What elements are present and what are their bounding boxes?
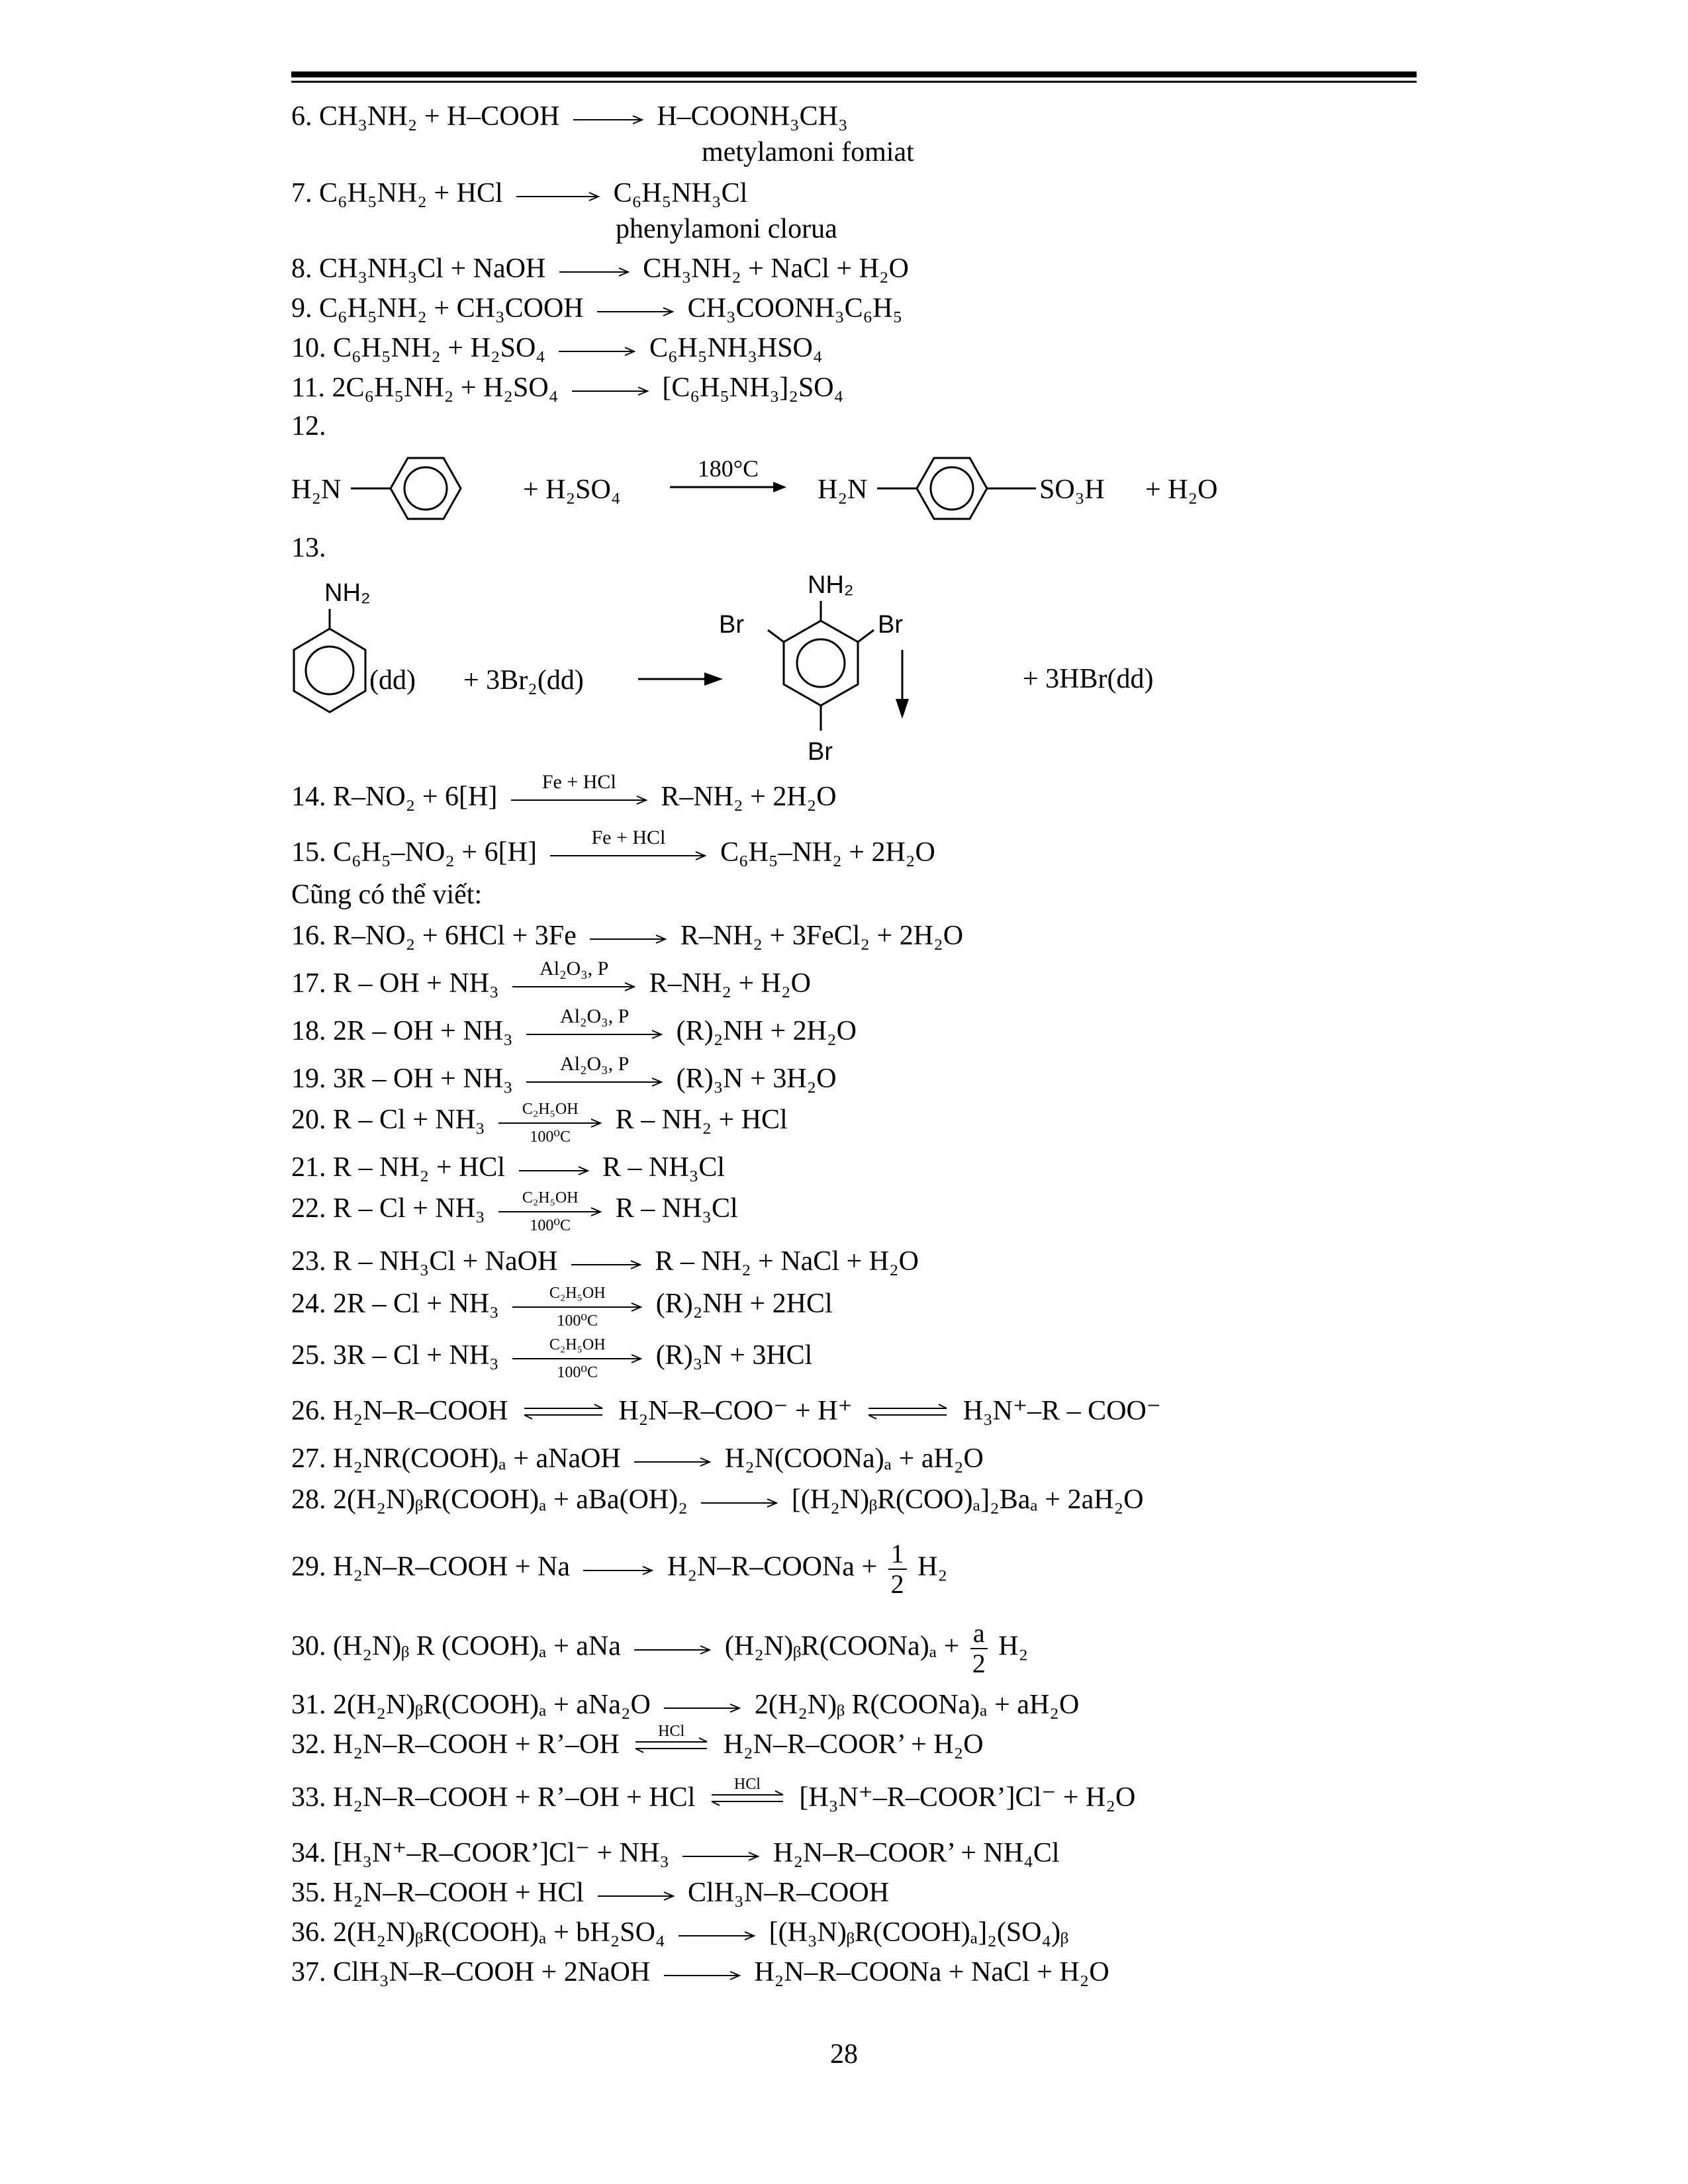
reactants: H₂N–R–COOH + HCl <box>333 1878 585 1908</box>
reaction-arrow <box>497 1101 603 1146</box>
reaction-24 <box>291 1285 833 1330</box>
reaction-number: 21. <box>291 1152 326 1183</box>
reaction-number: 17. <box>291 968 326 999</box>
reaction-number: 25. <box>291 1340 326 1371</box>
reaction-22 <box>291 1189 738 1234</box>
reaction-12-number: 12. <box>291 411 326 441</box>
reaction-condition: HCl <box>658 1723 685 1740</box>
reaction-21 <box>291 1150 725 1185</box>
reactants: H₂N–R–COOH + R’–OH + HCl <box>333 1782 696 1813</box>
reactants: 2R – OH + NH₃ <box>333 1016 513 1046</box>
products: C₆H₅–NH₂ + 2H₂O <box>720 837 935 868</box>
reaction-arrow <box>515 189 601 202</box>
header-rule-thin <box>291 81 1417 83</box>
products: R–NH₂ + 2H₂O <box>661 782 837 812</box>
reaction-27 <box>291 1441 984 1476</box>
products: [(H₃N)ᵦR(COOH)ₐ]₂(SO₄)ᵦ <box>769 1917 1068 1948</box>
products: R – NH₃Cl <box>602 1152 726 1183</box>
reaction-condition: C₂H₅OH <box>549 1285 606 1302</box>
reaction-34 <box>291 1836 1060 1870</box>
reaction-arrow <box>511 958 637 992</box>
equilibrium-arrow <box>632 1723 711 1753</box>
reaction-condition: Fe + HCl <box>591 827 666 848</box>
products: [C₆H₅NH₃]₂SO₄ <box>662 373 844 403</box>
reaction-12-arrow <box>669 457 788 503</box>
products: [H₃N⁺–R–COOR’]Cl⁻ + H₂O <box>799 1782 1136 1813</box>
amino-group-label: NH₂ <box>324 579 371 607</box>
products-tail: H₂ <box>998 1631 1029 1662</box>
reaction-arrow <box>663 1700 742 1713</box>
reaction-number: 35. <box>291 1878 326 1908</box>
products: (R)₂NH + 2H₂O <box>676 1016 857 1046</box>
reaction-28 <box>291 1482 1144 1517</box>
reactants: R – Cl + NH₃ <box>333 1105 485 1135</box>
amino-group-label: NH₂ <box>808 571 854 599</box>
reaction-arrow <box>511 1336 643 1381</box>
reaction-6 <box>291 99 848 134</box>
reaction-temperature: 100⁰C <box>557 1364 598 1381</box>
reaction-36 <box>291 1915 1068 1950</box>
reaction-condition: Fe + HCl <box>541 771 616 793</box>
reactants: R – NH₂ + HCl <box>333 1152 506 1183</box>
reaction-number: 24. <box>291 1289 326 1319</box>
reaction-number: 30. <box>291 1631 326 1662</box>
reaction-35 <box>291 1876 889 1910</box>
reaction-10 <box>291 331 823 365</box>
equilibrium-arrow <box>865 1404 951 1420</box>
products: 2(H₂N)ᵦ R(COONa)ₐ + aH₂O <box>754 1690 1080 1720</box>
reactants: R – Cl + NH₃ <box>333 1193 485 1224</box>
fraction-denominator: 2 <box>890 1569 904 1599</box>
products: (R)₂NH + 2HCl <box>655 1289 833 1319</box>
reaction-number: 31. <box>291 1690 326 1720</box>
reaction-number: 34. <box>291 1838 326 1868</box>
reaction-number: 33. <box>291 1782 326 1813</box>
reaction-arrow <box>518 1163 590 1176</box>
species: H₂N–R–COOH <box>333 1396 508 1426</box>
reactants: 2C₆H₅NH₂ + H₂SO₄ <box>332 373 559 403</box>
products: H₂N–R–COONa + NaCl + H₂O <box>754 1957 1109 1987</box>
fraction-numerator: a <box>970 1619 988 1649</box>
reaction-30 <box>291 1619 1028 1678</box>
reaction-arrow <box>572 112 645 125</box>
fraction <box>888 1539 907 1599</box>
reaction-condition: C₂H₅OH <box>522 1101 579 1118</box>
reaction-condition: Al₂O₃, P <box>560 1005 630 1027</box>
reaction-13-arrow <box>635 668 728 688</box>
sulfanilic-acid-structure <box>877 450 1049 536</box>
reaction-number: 20. <box>291 1105 326 1135</box>
reaction-arrow <box>497 1189 603 1234</box>
reagent: + 3Br₂(dd) <box>463 665 584 696</box>
reaction-arrow <box>700 1495 779 1508</box>
products: C₆H₅NH₃Cl <box>613 178 748 208</box>
reaction-16 <box>291 919 963 953</box>
reaction-number: 16. <box>291 921 326 951</box>
reaction-condition: HCl <box>733 1776 761 1793</box>
reaction-11 <box>291 371 843 405</box>
products: R–NH₂ + H₂O <box>649 968 811 999</box>
fraction <box>970 1619 988 1678</box>
reaction-arrow <box>525 1005 664 1040</box>
reaction-temperature: 100⁰C <box>557 1312 598 1330</box>
reactants: 2(H₂N)ᵦR(COOH)ₐ + aBa(OH)₂ <box>333 1484 688 1515</box>
reaction-number: 27. <box>291 1443 326 1474</box>
reaction-arrow <box>663 1968 742 1981</box>
reaction-number: 6. <box>291 101 312 132</box>
reaction-23 <box>291 1244 919 1279</box>
reaction-number: 15. <box>291 837 326 868</box>
reaction-7 <box>291 176 747 210</box>
reactants: R–NO₂ + 6HCl + 3Fe <box>333 921 577 951</box>
products-tail: H₂ <box>917 1551 948 1582</box>
reaction-33 <box>291 1776 1136 1815</box>
reaction-31 <box>291 1688 1079 1722</box>
reaction-number: 37. <box>291 1957 326 1987</box>
reactants: R–NO₂ + 6[H] <box>333 782 498 812</box>
note-text: Cũng có thể viết: <box>291 880 483 910</box>
reactants: H₂N–R–COOH + Na <box>333 1551 570 1582</box>
bromine-label: Br <box>878 611 903 639</box>
reaction-number: 23. <box>291 1246 326 1277</box>
reactants: C₆H₅NH₂ + HCl <box>319 178 503 208</box>
equilibrium-arrow <box>708 1776 787 1806</box>
fraction-denominator: 2 <box>972 1649 986 1678</box>
aniline-structure <box>285 609 377 728</box>
reactants: 2(H₂N)ᵦR(COOH)ₐ + aNa₂O <box>333 1690 651 1720</box>
reaction-number: 19. <box>291 1064 326 1094</box>
page-number: 28 <box>830 2039 858 2070</box>
reaction-arrow <box>549 827 708 861</box>
species: H₂N–R–COO⁻ + H⁺ <box>618 1396 853 1426</box>
product-water: + H₂O <box>1145 475 1218 505</box>
reaction-25 <box>291 1336 813 1381</box>
products: H₂N–R–COOR’ + NH₄Cl <box>773 1838 1060 1868</box>
reaction-arrow <box>677 1928 757 1941</box>
reactants: C₆H₅NH₂ + H₂SO₄ <box>333 333 545 363</box>
reaction-arrow <box>558 264 631 277</box>
reaction-number: 10. <box>291 333 326 363</box>
reaction-number: 28. <box>291 1484 326 1515</box>
reaction-arrow <box>633 1454 712 1467</box>
reaction-temperature: 100⁰C <box>530 1217 571 1234</box>
products: R – NH₃Cl <box>615 1193 738 1224</box>
products: H–COONH₃CH₃ <box>657 101 848 132</box>
reaction-number: 14. <box>291 782 326 812</box>
reactants: R – OH + NH₃ <box>333 968 499 999</box>
reaction-condition: C₂H₅OH <box>522 1189 579 1206</box>
reaction-15 <box>291 827 935 870</box>
species: H₃N⁺–R – COO⁻ <box>962 1396 1162 1426</box>
products: R – NH₂ + NaCl + H₂O <box>655 1246 919 1277</box>
reactants: CH₃NH₂ + H–COOH <box>319 101 560 132</box>
reaction-26 <box>291 1394 1161 1428</box>
reaction-number: 11. <box>291 373 325 403</box>
products: R–NH₂ + 3FeCl₂ + 2H₂O <box>680 921 964 951</box>
bromine-label: Br <box>719 611 744 639</box>
reaction-number: 36. <box>291 1917 326 1948</box>
fraction-numerator: 1 <box>888 1539 907 1570</box>
reaction-condition: Al₂O₃, P <box>560 1053 630 1075</box>
reactants: 2R – Cl + NH₃ <box>333 1289 499 1319</box>
reactants: 3R – OH + NH₃ <box>333 1064 513 1094</box>
products: R – NH₂ + HCl <box>615 1105 788 1135</box>
reactants: R – NH₃Cl + NaOH <box>333 1246 558 1277</box>
product: + 3HBr(dd) <box>1023 664 1154 694</box>
reaction-32 <box>291 1723 984 1762</box>
products: CH₃COONH₃C₆H₅ <box>687 293 903 324</box>
reagent: + H₂SO₄ <box>523 475 621 505</box>
reaction-arrow <box>525 1053 664 1087</box>
reaction-arrow <box>596 1888 676 1901</box>
reaction-arrow <box>557 343 637 357</box>
products: (R)₃N + 3HCl <box>655 1340 813 1371</box>
reaction-number: 7. <box>291 178 312 208</box>
reactants: CH₃NH₃Cl + NaOH <box>319 253 546 284</box>
reaction-number: 26. <box>291 1396 326 1426</box>
reaction-arrow <box>511 1285 643 1330</box>
reaction-8 <box>291 251 909 286</box>
amino-group-label: H₂N <box>818 475 868 505</box>
reaction-arrow <box>510 771 649 805</box>
equilibrium-arrow <box>520 1404 606 1420</box>
reaction-arrow <box>681 1848 761 1862</box>
reaction-13-number: 13. <box>291 533 326 563</box>
reaction-17 <box>291 958 811 1001</box>
reactants: H₂N–R–COOH + R’–OH <box>333 1729 620 1760</box>
reaction-20 <box>291 1101 788 1146</box>
reactants: (H₂N)ᵦ R (COOH)ₐ + aNa <box>333 1631 621 1662</box>
tribromoaniline-structure <box>755 601 887 740</box>
reactants: ClH₃N–R–COOH + 2NaOH <box>333 1957 651 1987</box>
reaction-14 <box>291 771 837 814</box>
solution-label: (dd) <box>369 665 416 696</box>
bromine-label: Br <box>808 738 833 766</box>
products: H₂N–R–COOR’ + H₂O <box>723 1729 984 1760</box>
reaction-number: 9. <box>291 293 312 324</box>
reaction-number: 22. <box>291 1193 326 1224</box>
reaction-number: 18. <box>291 1016 326 1046</box>
products: (H₂N)ᵦR(COONa)ₐ + <box>724 1631 960 1662</box>
products: CH₃NH₂ + NaCl + H₂O <box>643 253 909 284</box>
reaction-number: 8. <box>291 253 312 284</box>
reactants: [H₃N⁺–R–COOR’]Cl⁻ + NH₃ <box>333 1838 669 1868</box>
reaction-condition: Al₂O₃, P <box>539 958 609 979</box>
reaction-arrow <box>571 383 650 396</box>
reactants: C₆H₅–NO₂ + 6[H] <box>333 837 537 868</box>
reactants: H₂NR(COOH)ₐ + aNaOH <box>333 1443 621 1474</box>
reaction-29 <box>291 1539 947 1599</box>
product-name: metylamoni fomiat <box>702 137 914 167</box>
sulfonic-group-label: SO₃H <box>1039 475 1105 505</box>
reaction-arrow <box>633 1642 712 1655</box>
reaction-condition: 180°C <box>697 455 759 482</box>
products: (R)₃N + 3H₂O <box>676 1064 837 1094</box>
aniline-structure <box>351 450 483 536</box>
products: C₆H₅NH₃HSO₄ <box>649 333 823 363</box>
reaction-temperature: 100⁰C <box>530 1128 571 1146</box>
reaction-number: 32. <box>291 1729 326 1760</box>
products: H₂N–R–COONa + <box>667 1551 878 1582</box>
reaction-19 <box>291 1053 837 1096</box>
reaction-18 <box>291 1005 857 1048</box>
reactants: 2(H₂N)ᵦR(COOH)ₐ + bH₂SO₄ <box>333 1917 665 1948</box>
reaction-arrow <box>596 304 675 317</box>
product-name: phenylamoni clorua <box>616 214 837 244</box>
reactants: C₆H₅NH₂ + CH₃COOH <box>319 293 584 324</box>
reaction-arrow <box>588 931 668 944</box>
reaction-37 <box>291 1955 1109 1989</box>
reaction-9 <box>291 291 902 326</box>
reaction-condition: C₂H₅OH <box>549 1336 606 1353</box>
products: [(H₂N)ᵦR(COO)ₐ]₂Baₐ + 2aH₂O <box>791 1484 1144 1515</box>
precipitate-arrow <box>892 649 912 721</box>
reaction-number: 29. <box>291 1551 326 1582</box>
reaction-arrow <box>570 1257 643 1270</box>
reaction-arrow <box>582 1563 655 1576</box>
products: ClH₃N–R–COOH <box>688 1878 890 1908</box>
header-rule-thick <box>291 71 1417 77</box>
products: H₂N(COONa)ₐ + aH₂O <box>724 1443 984 1474</box>
amino-group-label: H₂N <box>291 475 342 505</box>
reactants: 3R – Cl + NH₃ <box>333 1340 499 1371</box>
